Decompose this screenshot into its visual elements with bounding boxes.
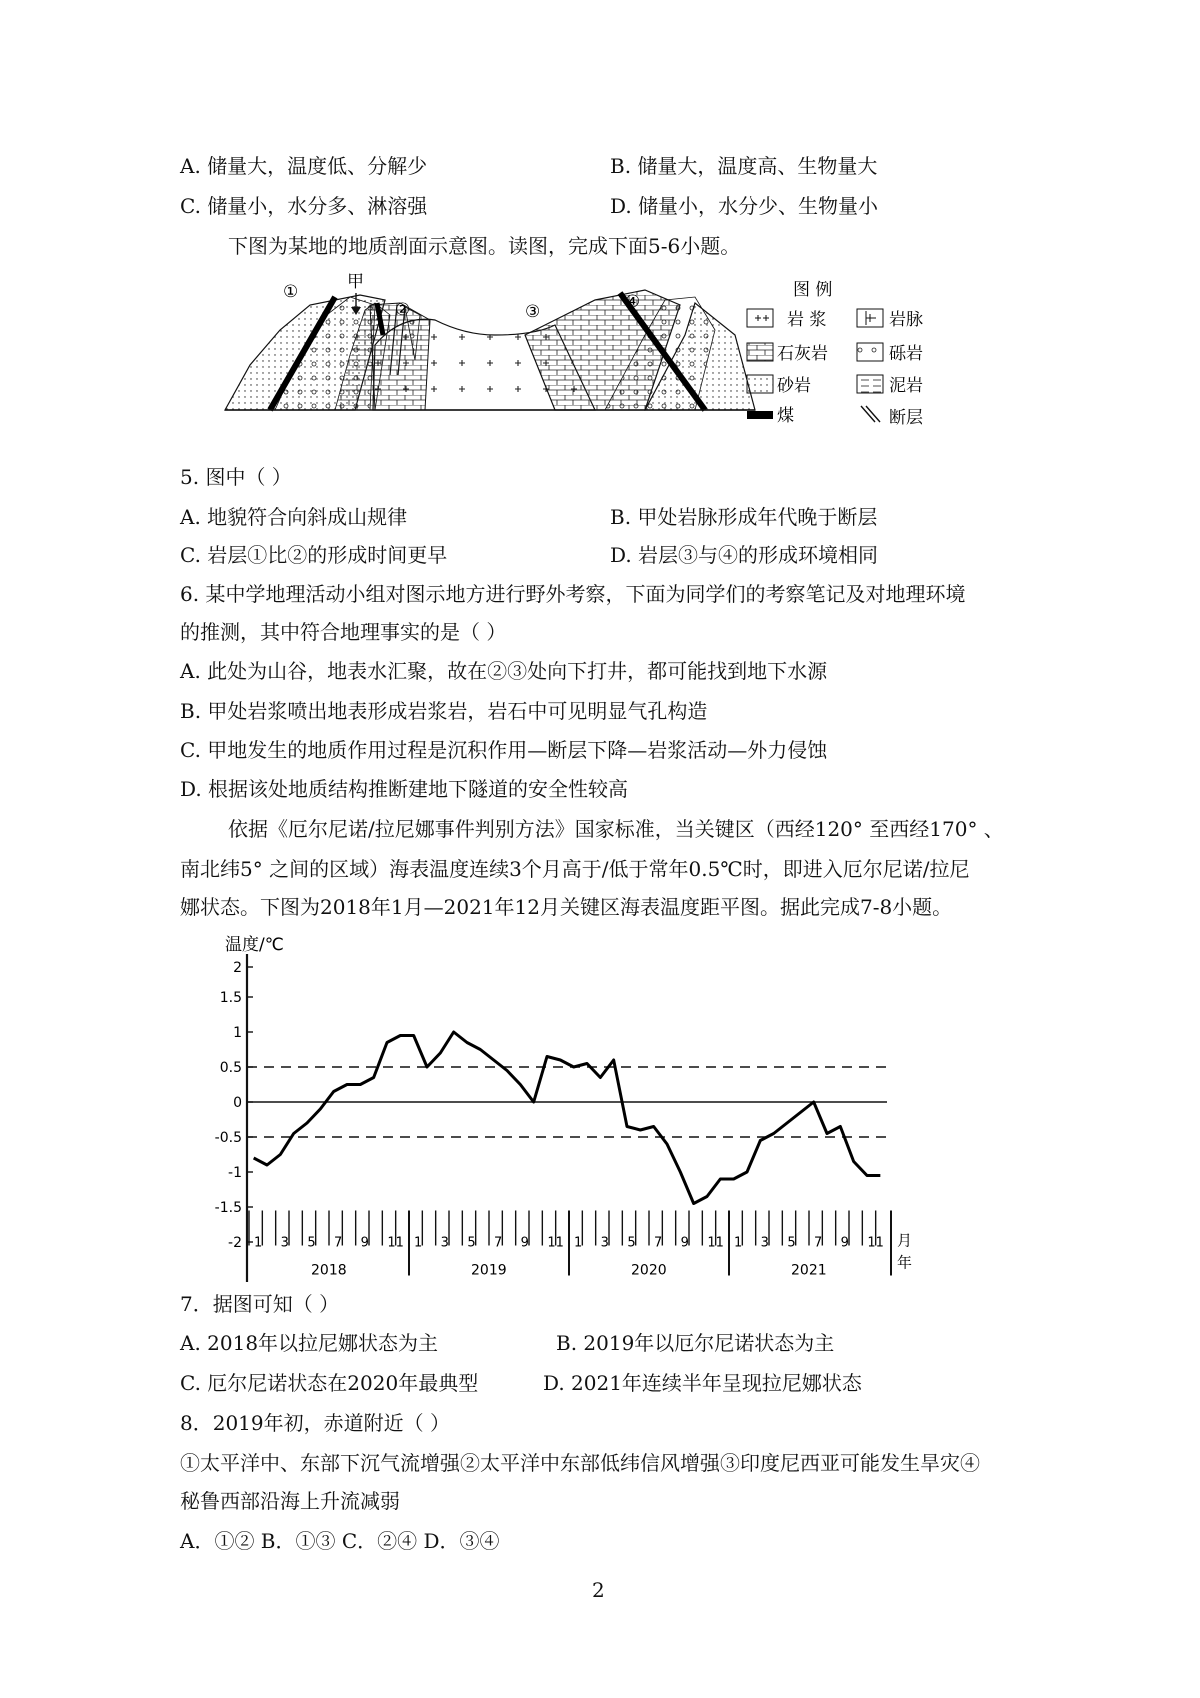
enso-intro-line1: 依据《厄尔尼诺/拉尼娜事件判别方法》国家标准，当关键区（西经120° 至西经170° 、 bbox=[228, 817, 1004, 841]
x-axis-year-label: 年 bbox=[897, 1253, 913, 1272]
month-label: 9 bbox=[840, 1235, 849, 1251]
month-label: 11 bbox=[707, 1235, 724, 1251]
q7-option-c: C. 厄尔尼诺状态在2020年最典型 bbox=[180, 1371, 479, 1395]
q4-option-b: B. 储量大，温度高、生物量大 bbox=[610, 154, 878, 178]
month-label: 7 bbox=[494, 1235, 503, 1251]
q5-option-b: B. 甲处岩脉形成年代晚于断层 bbox=[610, 505, 878, 529]
marker-3: ③ bbox=[525, 302, 541, 322]
legend-limestone: 石灰岩 bbox=[777, 344, 828, 364]
q7-option-b: B. 2019年以厄尔尼诺状态为主 bbox=[556, 1331, 835, 1355]
q4-option-c: C. 储量小，水分多、淋溶强 bbox=[180, 194, 428, 218]
q8-statements-line1: ①太平洋中、东部下沉气流增强②太平洋中东部低纬信风增强③印度尼西亚可能发生旱灾④ bbox=[180, 1451, 980, 1475]
legend-magma: 岩 浆 bbox=[787, 310, 827, 330]
y-tick-label: -1.5 bbox=[214, 1200, 242, 1216]
y-tick-label: -1 bbox=[228, 1165, 242, 1181]
q6-stem-line1: 6. 某中学地理活动小组对图示地方进行野外考察，下面为同学们的考察笔记及对地理环境 bbox=[180, 582, 966, 606]
marker-jia: 甲 bbox=[347, 272, 364, 292]
y-tick-label: 2 bbox=[233, 960, 242, 976]
q6-option-b: B. 甲处岩浆喷出地表形成岩浆岩，岩石中可见明显气孔构造 bbox=[180, 699, 708, 723]
month-label: 9 bbox=[680, 1235, 689, 1251]
year-label: 2019 bbox=[471, 1262, 507, 1279]
month-label: 1 bbox=[734, 1235, 743, 1251]
q6-option-c: C. 甲地发生的地质作用过程是沉积作用—断层下降—岩浆活动—外力侵蚀 bbox=[180, 738, 828, 762]
month-label: 3 bbox=[280, 1235, 289, 1251]
marker-2: ② bbox=[395, 300, 411, 320]
month-label: 11 bbox=[547, 1235, 564, 1251]
month-label: 7 bbox=[334, 1235, 343, 1251]
q4-option-a: A. 储量大，温度低、分解少 bbox=[180, 154, 428, 178]
legend-conglomerate: 砾岩 bbox=[889, 344, 923, 364]
year-label: 2018 bbox=[311, 1262, 347, 1279]
month-label: 3 bbox=[440, 1235, 449, 1251]
month-label: 3 bbox=[760, 1235, 769, 1251]
q8-stem: 8．2019年初，赤道附近（ ） bbox=[180, 1411, 450, 1435]
y-axis-label: 温度/℃ bbox=[225, 935, 284, 955]
q6-stem-line2: 的推测，其中符合地理事实的是（ ） bbox=[180, 620, 507, 644]
month-label: 1 bbox=[574, 1235, 583, 1251]
q8-statements-line2: 秘鲁西部沿海上升流减弱 bbox=[180, 1489, 400, 1513]
q7-stem: 7．据图可知（ ） bbox=[180, 1292, 340, 1316]
y-tick-label: 1 bbox=[233, 1025, 242, 1041]
q7-option-d: D. 2021年连续半年呈现拉尼娜状态 bbox=[543, 1371, 862, 1395]
q5-stem: 5. 图中（ ） bbox=[180, 465, 292, 489]
month-label: 5 bbox=[467, 1235, 476, 1251]
q5-option-d: D. 岩层③与④的形成环境相同 bbox=[610, 543, 879, 567]
month-label: 5 bbox=[627, 1235, 636, 1251]
month-label: 5 bbox=[787, 1235, 796, 1251]
geo-intro: 下图为某地的地质剖面示意图。读图，完成下面5-6小题。 bbox=[228, 234, 741, 258]
y-tick-label: 1.5 bbox=[219, 990, 242, 1006]
x-axis-month-label: 月 bbox=[897, 1231, 913, 1250]
year-label: 2021 bbox=[791, 1262, 827, 1279]
legend-sandstone: 砂岩 bbox=[777, 376, 811, 396]
legend-dike: 岩脉 bbox=[889, 310, 923, 330]
y-tick-label: -0.5 bbox=[214, 1130, 242, 1146]
y-tick-label: -2 bbox=[228, 1235, 242, 1251]
y-tick-label: 0.5 bbox=[219, 1060, 242, 1076]
month-label: 1 bbox=[254, 1235, 263, 1251]
legend bbox=[747, 280, 923, 428]
legend-coal: 煤 bbox=[777, 406, 794, 426]
q4-option-d: D. 储量小，水分少、生物量小 bbox=[610, 194, 879, 218]
month-label: 9 bbox=[360, 1235, 369, 1251]
legend-mudstone: 泥岩 bbox=[889, 376, 923, 396]
legend-title: 图 例 bbox=[793, 280, 833, 300]
geology-cross-section bbox=[225, 272, 1025, 450]
q5-option-c: C. 岩层①比②的形成时间更早 bbox=[180, 543, 448, 567]
q5-option-a: A. 地貌符合向斜成山规律 bbox=[180, 505, 408, 529]
enso-intro-line3: 娜状态。下图为2018年1月—2021年12月关键区海表温度距平图。据此完成7-8小题。 bbox=[180, 895, 953, 919]
month-label: 3 bbox=[600, 1235, 609, 1251]
y-tick-label: 0 bbox=[233, 1095, 242, 1111]
cross-section-body bbox=[225, 290, 755, 410]
q7-option-a: A. 2018年以拉尼娜状态为主 bbox=[180, 1331, 439, 1355]
year-label: 2020 bbox=[631, 1262, 667, 1279]
marker-4: ④ bbox=[625, 292, 641, 312]
month-label: 1 bbox=[414, 1235, 423, 1251]
sst-anomaly-chart bbox=[214, 930, 1015, 1279]
month-label: 7 bbox=[814, 1235, 823, 1251]
month-label: 7 bbox=[654, 1235, 663, 1251]
month-label: 11 bbox=[867, 1235, 884, 1251]
month-label: 5 bbox=[307, 1235, 316, 1251]
month-label: 9 bbox=[520, 1235, 529, 1251]
month-label: 11 bbox=[387, 1235, 404, 1251]
legend-fault: 断层 bbox=[889, 408, 923, 428]
sst-anomaly-line bbox=[254, 1032, 881, 1204]
q6-option-a: A. 此处为山谷，地表水汇聚，故在②③处向下打井，都可能找到地下水源 bbox=[180, 659, 828, 683]
q6-option-d: D. 根据该处地质结构推断建地下隧道的安全性较高 bbox=[180, 777, 629, 801]
q8-options: A．①② B．①③ C．②④ D．③④ bbox=[180, 1529, 500, 1553]
enso-intro-line2: 南北纬5° 之间的区域）海表温度连续3个月高于/低于常年0.5℃时，即进入厄尔尼诺/拉尼 bbox=[180, 857, 970, 881]
marker-1: ① bbox=[283, 282, 299, 302]
page-number: 2 bbox=[592, 1578, 605, 1602]
